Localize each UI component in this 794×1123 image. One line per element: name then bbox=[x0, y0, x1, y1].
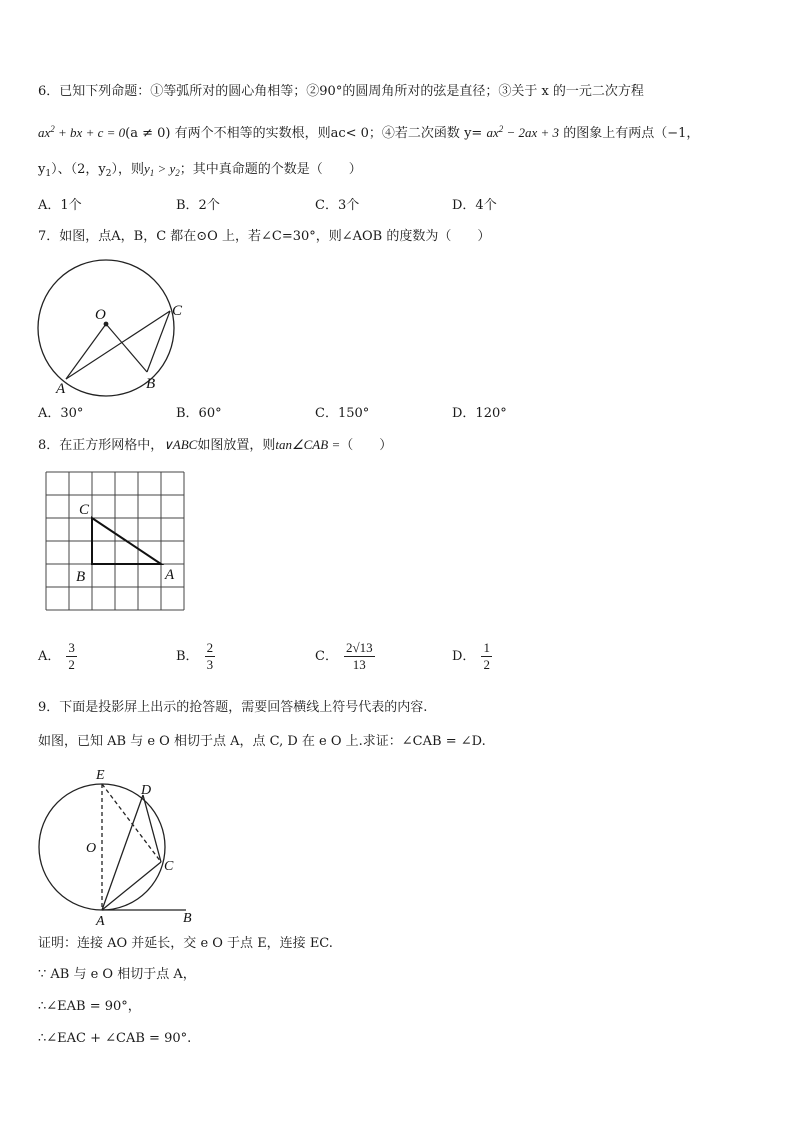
q9-label-b: B bbox=[183, 911, 192, 926]
q6-option-a[interactable]: A．1个 bbox=[38, 198, 82, 213]
q6-line-2: $ax^2$ + bx + c = 0(a ≠ 0) 有两个不相等的实数根，则ac< 0；④若二次函数 $y= ax^2 - 2ax + 3$ 的图象上有两点（−1， bbox=[38, 124, 700, 141]
q7-label-a: A bbox=[56, 381, 66, 397]
q8-label-a: A bbox=[165, 567, 175, 583]
q6-option-b[interactable]: B．2个 bbox=[176, 198, 220, 213]
q7-segment-ob bbox=[106, 324, 147, 372]
q8-triangle-symbol: ∨ABC bbox=[163, 437, 198, 452]
q7-label-c: C bbox=[172, 303, 183, 319]
q9-label-c: C bbox=[164, 859, 174, 874]
q7-option-c[interactable]: C．150° bbox=[315, 406, 370, 421]
q7-segment-bc bbox=[147, 311, 170, 372]
q9-proof-line-1: 证明：连接 AO 并延长，交 e O 于点 E，连接 EC. bbox=[38, 936, 333, 951]
q7-label-o: O bbox=[95, 307, 106, 323]
q7-circle-figure bbox=[30, 245, 200, 400]
q6-line-1: 6．已知下列命题：①等弧所对的圆心角相等；②90°的圆周角所对的弦是直径；③关于 x 的一元二次方程 bbox=[38, 84, 644, 99]
q9-proof-line-4: ∴∠EAC + ∠CAB = 90°. bbox=[38, 1031, 192, 1046]
q8-label-b: B bbox=[76, 569, 86, 585]
q8-grid-figure bbox=[46, 472, 186, 612]
q8-option-b[interactable]: B． $\frac{2}{3}$ bbox=[176, 640, 214, 672]
q7-option-a[interactable]: A．30° bbox=[38, 406, 84, 421]
q8-label-c: C bbox=[79, 502, 90, 518]
q7-option-d[interactable]: D．120° bbox=[452, 406, 507, 421]
q8-option-d[interactable]: D． $\frac{1}{2}$ bbox=[452, 640, 490, 672]
q9-circle-figure bbox=[36, 762, 216, 927]
q9-segment-ec bbox=[102, 784, 161, 862]
q6-option-d[interactable]: D．4个 bbox=[452, 198, 497, 213]
q7-segment-ac bbox=[66, 311, 170, 379]
q6-inequality: $y_1 > y_2$ bbox=[143, 161, 180, 178]
q6-line-2-text-a: 有两个不相等的实数根，则ac< 0；④若二次函数 y= bbox=[174, 126, 483, 141]
q9-label-a: A bbox=[96, 914, 105, 929]
q8-option-c-fraction: $\frac{2√13}{13}$ bbox=[345, 640, 373, 672]
q8-option-a[interactable]: A． $\frac{3}{2}$ bbox=[38, 640, 75, 672]
q9-segment-dc bbox=[143, 795, 161, 862]
q7-segment-oa bbox=[66, 324, 106, 379]
q8-option-d-fraction: $\frac{1}{2}$ bbox=[483, 640, 490, 672]
q7-option-b[interactable]: B．60° bbox=[176, 406, 222, 421]
q6-option-c[interactable]: C．3个 bbox=[315, 198, 360, 213]
q9-stem: 9．下面是投影屏上出示的抢答题，需要回答横线上符号代表的内容. bbox=[38, 700, 428, 715]
q9-label-o: O bbox=[86, 841, 97, 856]
q6-equation: $ax^2$ + bx + c = 0 bbox=[38, 124, 126, 140]
q8-option-c[interactable]: C． $\frac{2√13}{13}$ bbox=[315, 640, 373, 672]
q9-label-d: D bbox=[141, 783, 152, 798]
q8-tan-expression: tan∠CAB = bbox=[275, 437, 341, 452]
q8-option-b-fraction: $\frac{2}{3}$ bbox=[206, 640, 214, 672]
q6-line-3: $y_1$）、（2，$y_2$），则$y_1 > y_2$；其中真命题的个数是（ ） bbox=[38, 161, 362, 179]
q8-stem: 8．在正方形网格中，∨ABC如图放置，则tan∠CAB =（ ） bbox=[38, 437, 393, 453]
q7-label-b: B bbox=[146, 376, 156, 392]
q6-quadratic: $ax^2 - 2ax + 3$ bbox=[486, 124, 560, 140]
q7-stem: 7．如图，点A，B，C 都在⊙O 上，若∠C=30°，则∠AOB 的度数为（ ） bbox=[38, 229, 491, 244]
q9-given: 如图，已知 AB 与 e O 相切于点 A，点 C, D 在 e O 上.求证：∠CAB = ∠D. bbox=[38, 734, 486, 749]
q9-proof-line-2: ∵ AB 与 e O 相切于点 A， bbox=[38, 967, 196, 982]
q9-proof-line-3: ∴∠EAB = 90°， bbox=[38, 999, 141, 1014]
q8-option-a-fraction: $\frac{3}{2}$ bbox=[68, 640, 75, 672]
q6-line-2-text-b: 的图象上有两点（−1， bbox=[563, 126, 700, 141]
q8-grid-lines bbox=[46, 472, 184, 610]
q9-label-e: E bbox=[96, 768, 105, 783]
